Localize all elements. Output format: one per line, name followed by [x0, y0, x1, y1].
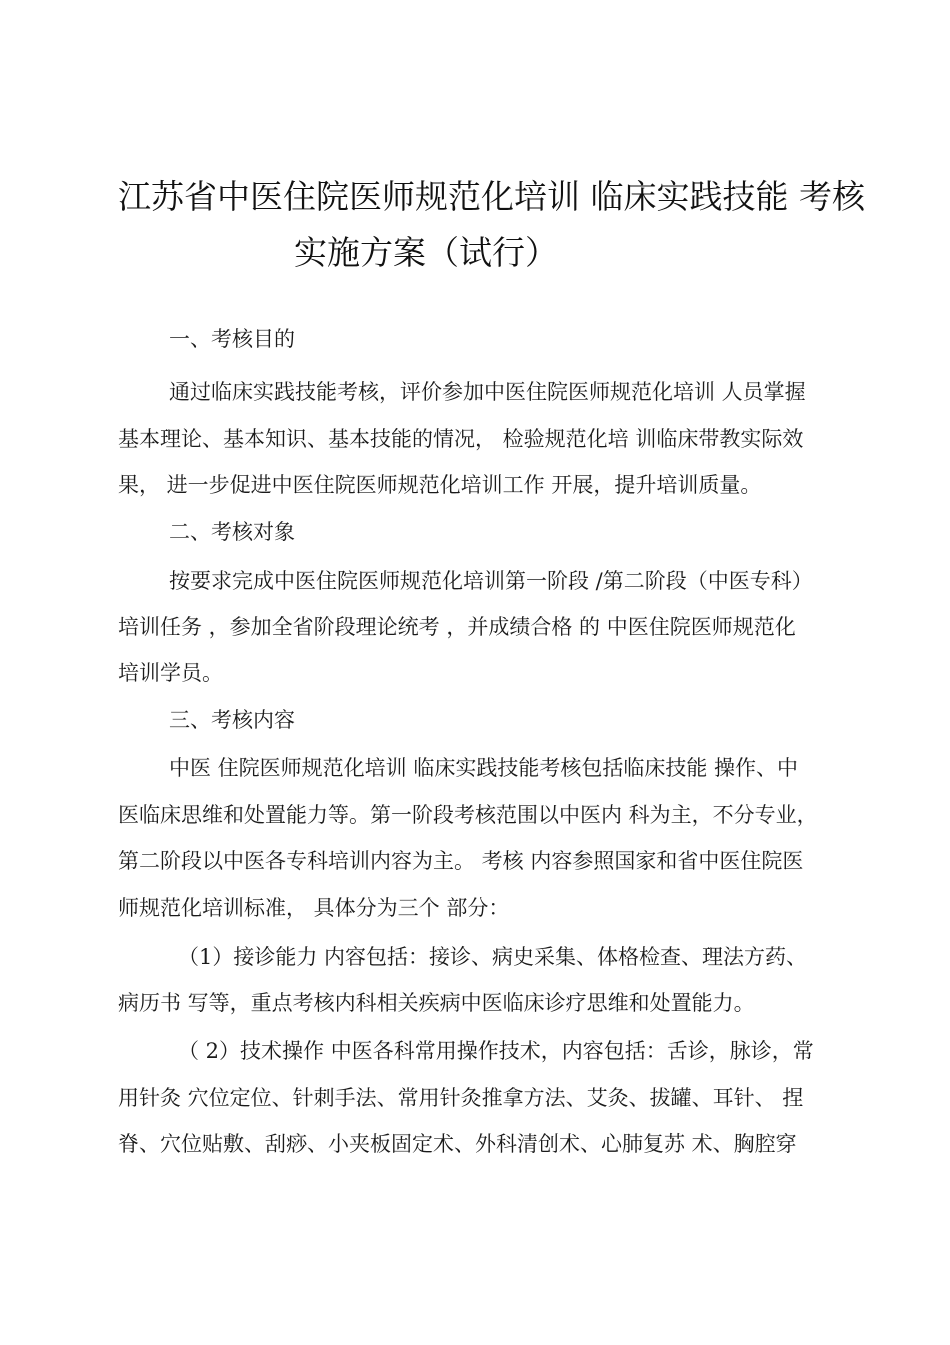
- paragraph-line: 师规范化培训标准， 具体分为三个 部分：: [118, 896, 510, 920]
- paragraph-line: 医临床思维和处置能力等。第一阶段考核范围以中医内 科为主，不分专业，: [118, 803, 818, 827]
- paragraph-line: 按要求完成中医住院医师规范化培训第一阶段 /第二阶段（中医专科）: [169, 569, 813, 593]
- section-heading-content: 三、考核内容: [169, 708, 295, 732]
- paragraph-line: 第二阶段以中医各专科培训内容为主。 考核 内容参照国家和省中医住院医: [118, 849, 804, 873]
- title-line-1: 江苏省中医住院医师规范化培训 临床实践技能 考核: [118, 177, 865, 216]
- list-item-line: 脊、穴位贴敷、刮痧、小夹板固定术、外科清创术、心肺复苏 术、胸腔穿: [118, 1132, 797, 1156]
- paragraph-line: 中医 住院医师规范化培训 临床实践技能考核包括临床技能 操作、中: [169, 756, 799, 780]
- paragraph-line: 培训学员。: [118, 661, 223, 685]
- list-item-line: （ 2）技术操作 中医各科常用操作技术，内容包括：舌诊，脉诊，常: [178, 1039, 814, 1063]
- list-item-line: （1）接诊能力 内容包括：接诊、病史采集、体格检查、理法方药、: [178, 945, 808, 969]
- paragraph-line: 通过临床实践技能考核，评价参加中医住院医师规范化培训 人员掌握: [169, 380, 806, 404]
- list-item-line: 用针灸 穴位定位、针刺手法、常用针灸推拿方法、艾灸、拔罐、耳针、 捏: [118, 1086, 804, 1110]
- paragraph-line: 基本理论、基本知识、基本技能的情况， 检验规范化培 训临床带教实际效: [118, 427, 804, 451]
- paragraph-line: 果， 进一步促进中医住院医师规范化培训工作 开展，提升培训质量。: [118, 473, 762, 497]
- document-title: [118, 172, 865, 278]
- section-heading-purpose: 一、考核目的: [169, 327, 295, 351]
- paragraph-line: 培训任务 ，参加全省阶段理论统考 ，并成绩合格 的 中医住院医师规范化: [118, 615, 796, 639]
- list-item-line: 病历书 写等，重点考核内科相关疾病中医临床诊疗思维和处置能力。: [118, 991, 755, 1015]
- title-line-2: 实施方案（试行）: [294, 233, 558, 272]
- section-heading-target: 二、考核对象: [169, 520, 295, 544]
